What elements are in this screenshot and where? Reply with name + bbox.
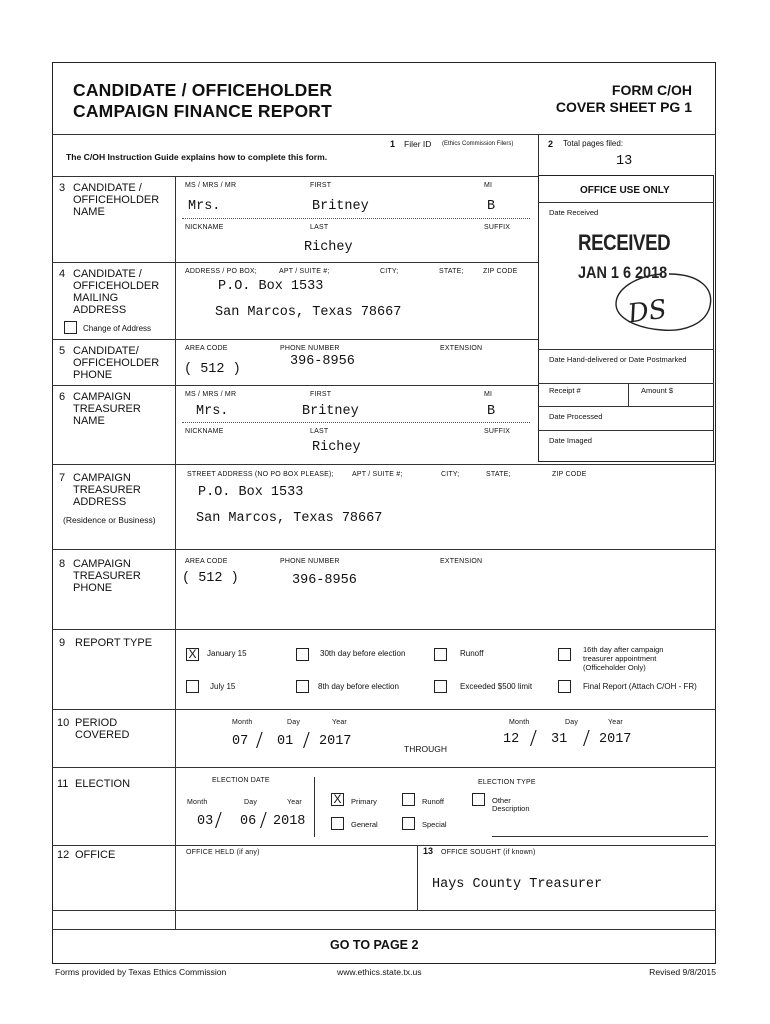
s10-day-label-to: Day bbox=[565, 719, 579, 726]
election-other-label2: Description bbox=[492, 804, 530, 813]
date-separator: / bbox=[303, 728, 310, 754]
s7-number: 7 bbox=[59, 472, 66, 484]
received-stamp-date: JAN 1 6 2018 bbox=[578, 263, 668, 282]
s5-number: 5 bbox=[59, 345, 66, 357]
footer-provided-by: Forms provided by Texas Ethics Commission bbox=[55, 967, 227, 977]
s6-ms-value[interactable]: Mrs. bbox=[196, 404, 229, 419]
s6-mi-value[interactable]: B bbox=[487, 404, 496, 419]
s12-number: 12 bbox=[57, 849, 70, 861]
s8-col-phone: PHONE NUMBER bbox=[280, 558, 340, 565]
s7-col-city: CITY; bbox=[441, 471, 460, 478]
report-final-label: Final Report (Attach C/OH - FR) bbox=[583, 682, 697, 691]
s5-area-value[interactable]: ( 512 ) bbox=[184, 362, 241, 377]
s11-label: ELECTION bbox=[75, 778, 131, 790]
s3-label1: CANDIDATE / bbox=[73, 182, 142, 194]
report-jul15-checkbox[interactable] bbox=[186, 680, 199, 693]
election-type-label: ELECTION TYPE bbox=[478, 779, 536, 786]
election-runoff-checkbox[interactable] bbox=[402, 793, 415, 806]
s10-month-label-to: Month bbox=[509, 719, 530, 726]
date-separator: / bbox=[583, 726, 590, 752]
s10-month-label: Month bbox=[232, 719, 253, 726]
s3-first-value[interactable]: Britney bbox=[312, 199, 369, 214]
s7-address-line2[interactable]: San Marcos, Texas 78667 bbox=[196, 511, 383, 526]
divider bbox=[52, 910, 716, 911]
pages-number: 2 bbox=[548, 139, 554, 149]
s3-mi-value[interactable]: B bbox=[487, 199, 496, 214]
s3-col-first: FIRST bbox=[310, 182, 332, 189]
s6-label1: CAMPAIGN bbox=[73, 391, 131, 403]
election-primary-checkbox[interactable]: X bbox=[331, 793, 344, 806]
divider bbox=[52, 709, 716, 710]
s6-col-mi: MI bbox=[484, 391, 493, 398]
report-16th-day-label2: treasurer appointment bbox=[583, 654, 657, 663]
s6-number: 6 bbox=[59, 391, 66, 403]
s8-phone-value[interactable]: 396-8956 bbox=[292, 573, 357, 588]
s3-col-ms: MS / MRS / MR bbox=[185, 182, 237, 189]
s5-col-area: AREA CODE bbox=[185, 345, 228, 352]
s5-phone-value[interactable]: 396-8956 bbox=[290, 354, 355, 369]
election-date-label: ELECTION DATE bbox=[212, 777, 270, 784]
s3-col-last: LAST bbox=[310, 224, 329, 231]
election-day[interactable]: 06 bbox=[240, 814, 257, 829]
received-stamp: RECEIVED bbox=[578, 230, 671, 255]
s6-label3: NAME bbox=[73, 415, 105, 427]
period-from-month[interactable]: 07 bbox=[232, 734, 249, 749]
period-to-month[interactable]: 12 bbox=[503, 732, 520, 747]
divider bbox=[52, 339, 538, 340]
s6-col-nick: NICKNAME bbox=[185, 428, 224, 435]
report-16th-day-label3: (Officeholder Only) bbox=[583, 663, 646, 672]
divider bbox=[628, 383, 629, 406]
divider bbox=[52, 134, 716, 135]
s8-number: 8 bbox=[59, 558, 66, 570]
form-subtitle: COVER SHEET PG 1 bbox=[555, 99, 692, 115]
period-to-year[interactable]: 2017 bbox=[599, 732, 632, 747]
s3-col-suffix: SUFFIX bbox=[484, 224, 511, 231]
office-sought-label: OFFICE SOUGHT (if known) bbox=[441, 849, 536, 856]
s11-number: 11 bbox=[57, 778, 69, 790]
s4-label4: ADDRESS bbox=[73, 304, 127, 316]
report-runoff-label: Runoff bbox=[460, 649, 484, 658]
s11-month-label: Month bbox=[187, 799, 208, 806]
s7-col-state: STATE; bbox=[486, 471, 511, 478]
s7-label4: (Residence or Business) bbox=[63, 515, 156, 525]
form-title-line1: CANDIDATE / OFFICEHOLDER bbox=[73, 80, 333, 100]
s6-col-first: FIRST bbox=[310, 391, 332, 398]
report-30day-label: 30th day before election bbox=[320, 649, 406, 658]
divider bbox=[52, 767, 716, 768]
office-sought-value[interactable]: Hays County Treasurer bbox=[432, 877, 603, 892]
pages-label: Total pages filed: bbox=[563, 139, 624, 148]
s10-year-label: Year bbox=[332, 719, 347, 726]
divider bbox=[52, 929, 716, 930]
report-16th-day-label1: 16th day after campaign bbox=[583, 645, 664, 654]
s3-col-mi: MI bbox=[484, 182, 493, 189]
s5-label2: OFFICEHOLDER bbox=[73, 357, 160, 369]
date-processed-label: Date Processed bbox=[549, 412, 603, 421]
s4-col-apt: APT / SUITE #; bbox=[279, 268, 330, 275]
s12-label: OFFICE bbox=[75, 849, 116, 861]
s10-year-label-to: Year bbox=[608, 719, 623, 726]
date-separator: / bbox=[256, 728, 263, 754]
divider bbox=[538, 202, 714, 203]
report-30day-checkbox[interactable] bbox=[296, 648, 309, 661]
filer-id-label: Filer ID bbox=[404, 139, 432, 149]
go-to-page-2[interactable]: GO TO PAGE 2 bbox=[330, 938, 419, 952]
date-separator: / bbox=[260, 808, 267, 834]
s7-col-zip: ZIP CODE bbox=[552, 471, 587, 478]
report-exceeded-label: Exceeded $500 limit bbox=[460, 682, 533, 691]
s6-label2: TREASURER bbox=[73, 403, 141, 415]
s3-col-nick: NICKNAME bbox=[185, 224, 224, 231]
pages-value: 13 bbox=[616, 154, 633, 169]
s4-col-city: CITY; bbox=[380, 268, 399, 275]
footer-revised: Revised 9/8/2015 bbox=[649, 967, 716, 977]
report-exceeded-checkbox[interactable] bbox=[434, 680, 447, 693]
s3-last-value[interactable]: Richey bbox=[304, 240, 353, 255]
s4-label2: OFFICEHOLDER bbox=[73, 280, 160, 292]
divider bbox=[52, 176, 538, 177]
s9-number: 9 bbox=[59, 637, 66, 649]
divider bbox=[538, 406, 714, 407]
s10-number: 10 bbox=[57, 717, 70, 729]
election-other-label1: Other bbox=[492, 796, 511, 805]
form-title-line2: CAMPAIGN FINANCE REPORT bbox=[73, 101, 332, 121]
s7-label1: CAMPAIGN bbox=[73, 472, 131, 484]
election-special-label: Special bbox=[422, 820, 447, 829]
column-divider bbox=[175, 176, 176, 930]
divider bbox=[52, 464, 716, 465]
date-separator: / bbox=[530, 726, 537, 752]
s9-label: REPORT TYPE bbox=[75, 637, 153, 649]
footer-url[interactable]: www.ethics.state.tx.us bbox=[337, 967, 422, 977]
s7-col-addr: STREET ADDRESS (NO PO BOX PLEASE); bbox=[187, 471, 334, 478]
s7-col-apt: APT / SUITE #; bbox=[352, 471, 403, 478]
divider bbox=[417, 845, 418, 910]
divider bbox=[52, 385, 538, 386]
divider bbox=[52, 549, 716, 550]
election-year[interactable]: 2018 bbox=[273, 814, 306, 829]
office-held-label: OFFICE HELD (if any) bbox=[186, 849, 260, 856]
s3-ms-value[interactable]: Mrs. bbox=[188, 199, 221, 214]
divider bbox=[52, 845, 716, 846]
s5-label1: CANDIDATE/ bbox=[73, 345, 139, 357]
s10-day-label: Day bbox=[287, 719, 301, 726]
office-use-title: OFFICE USE ONLY bbox=[580, 185, 670, 196]
filer-id-number: 1 bbox=[390, 139, 396, 149]
election-special-checkbox[interactable] bbox=[402, 817, 415, 830]
period-from-day[interactable]: 01 bbox=[277, 734, 294, 749]
divider bbox=[52, 262, 538, 263]
period-from-year[interactable]: 2017 bbox=[319, 734, 352, 749]
s11-day-label: Day bbox=[244, 799, 258, 806]
s8-label1: CAMPAIGN bbox=[73, 558, 131, 570]
s8-label2: TREASURER bbox=[73, 570, 141, 582]
s4-address-line1[interactable]: P.O. Box 1533 bbox=[218, 279, 324, 294]
divider bbox=[314, 777, 315, 837]
date-separator: / bbox=[215, 808, 222, 834]
change-of-address-checkbox[interactable] bbox=[64, 321, 77, 334]
s3-number: 3 bbox=[59, 182, 66, 194]
s10-label1: PERIOD bbox=[75, 717, 118, 729]
report-jan15-label: January 15 bbox=[207, 649, 247, 658]
election-other-checkbox[interactable] bbox=[472, 793, 485, 806]
s13-number: 13 bbox=[423, 846, 434, 856]
election-runoff-label: Runoff bbox=[422, 797, 444, 806]
period-through-label: THROUGH bbox=[404, 744, 447, 754]
date-imaged-label: Date Imaged bbox=[549, 436, 592, 445]
s11-year-label: Year bbox=[287, 799, 302, 806]
report-jul15-label: July 15 bbox=[210, 682, 236, 691]
other-description-line[interactable] bbox=[492, 836, 708, 837]
s5-col-phone: PHONE NUMBER bbox=[280, 345, 340, 352]
s7-address-line1[interactable]: P.O. Box 1533 bbox=[198, 485, 304, 500]
filer-id-sub: (Ethics Commission Filers) bbox=[442, 141, 514, 147]
amount-label: Amount $ bbox=[641, 386, 674, 395]
s8-area-value[interactable]: ( 512 ) bbox=[182, 571, 239, 586]
s5-label3: PHONE bbox=[73, 369, 113, 381]
s6-col-suffix: SUFFIX bbox=[484, 428, 511, 435]
election-general-label: General bbox=[351, 820, 378, 829]
report-jan15-checkbox[interactable]: X bbox=[186, 648, 199, 661]
date-received-label: Date Received bbox=[549, 208, 599, 217]
report-runoff-checkbox[interactable] bbox=[434, 648, 447, 661]
s3-label3: NAME bbox=[73, 206, 105, 218]
s5-col-ext: EXTENSION bbox=[440, 345, 483, 352]
dotted-rule bbox=[182, 218, 530, 219]
hand-delivered-label: Date Hand-delivered or Date Postmarked bbox=[549, 355, 687, 364]
s4-label1: CANDIDATE / bbox=[73, 268, 142, 280]
initials-handwritten: DS bbox=[626, 294, 669, 330]
s6-first-value[interactable]: Britney bbox=[302, 404, 359, 419]
form-name: FORM C/OH bbox=[611, 82, 692, 98]
s8-label3: PHONE bbox=[73, 582, 113, 594]
report-8day-checkbox[interactable] bbox=[296, 680, 309, 693]
s4-col-zip: ZIP CODE bbox=[483, 268, 518, 275]
s4-col-addr: ADDRESS / PO BOX; bbox=[185, 268, 257, 275]
divider bbox=[538, 349, 714, 350]
dotted-rule bbox=[182, 422, 530, 423]
report-16th-day-checkbox[interactable] bbox=[558, 648, 571, 661]
s4-label3: MAILING bbox=[73, 292, 119, 304]
election-month[interactable]: 03 bbox=[197, 814, 214, 829]
divider bbox=[538, 383, 714, 384]
change-of-address-label: Change of Address bbox=[83, 324, 152, 333]
s6-col-last: LAST bbox=[310, 428, 329, 435]
divider bbox=[538, 134, 539, 176]
report-final-checkbox[interactable] bbox=[558, 680, 571, 693]
s3-label2: OFFICEHOLDER bbox=[73, 194, 160, 206]
s6-last-value[interactable]: Richey bbox=[312, 440, 361, 455]
report-8day-label: 8th day before election bbox=[318, 682, 399, 691]
election-primary-label: Primary bbox=[351, 797, 377, 806]
s7-label3: ADDRESS bbox=[73, 496, 127, 508]
election-general-checkbox[interactable] bbox=[331, 817, 344, 830]
s6-col-ms: MS / MRS / MR bbox=[185, 391, 237, 398]
s7-label2: TREASURER bbox=[73, 484, 141, 496]
receipt-label: Receipt # bbox=[549, 386, 581, 395]
s4-number: 4 bbox=[59, 268, 66, 280]
s4-col-state: STATE; bbox=[439, 268, 464, 275]
instruction-text: The C/OH Instruction Guide explains how to complete this form. bbox=[66, 152, 328, 162]
s4-address-line2[interactable]: San Marcos, Texas 78667 bbox=[215, 305, 402, 320]
divider bbox=[52, 629, 716, 630]
period-to-day[interactable]: 31 bbox=[551, 732, 568, 747]
divider bbox=[538, 430, 714, 431]
s8-col-area: AREA CODE bbox=[185, 558, 228, 565]
s10-label2: COVERED bbox=[75, 729, 130, 741]
s8-col-ext: EXTENSION bbox=[440, 558, 483, 565]
